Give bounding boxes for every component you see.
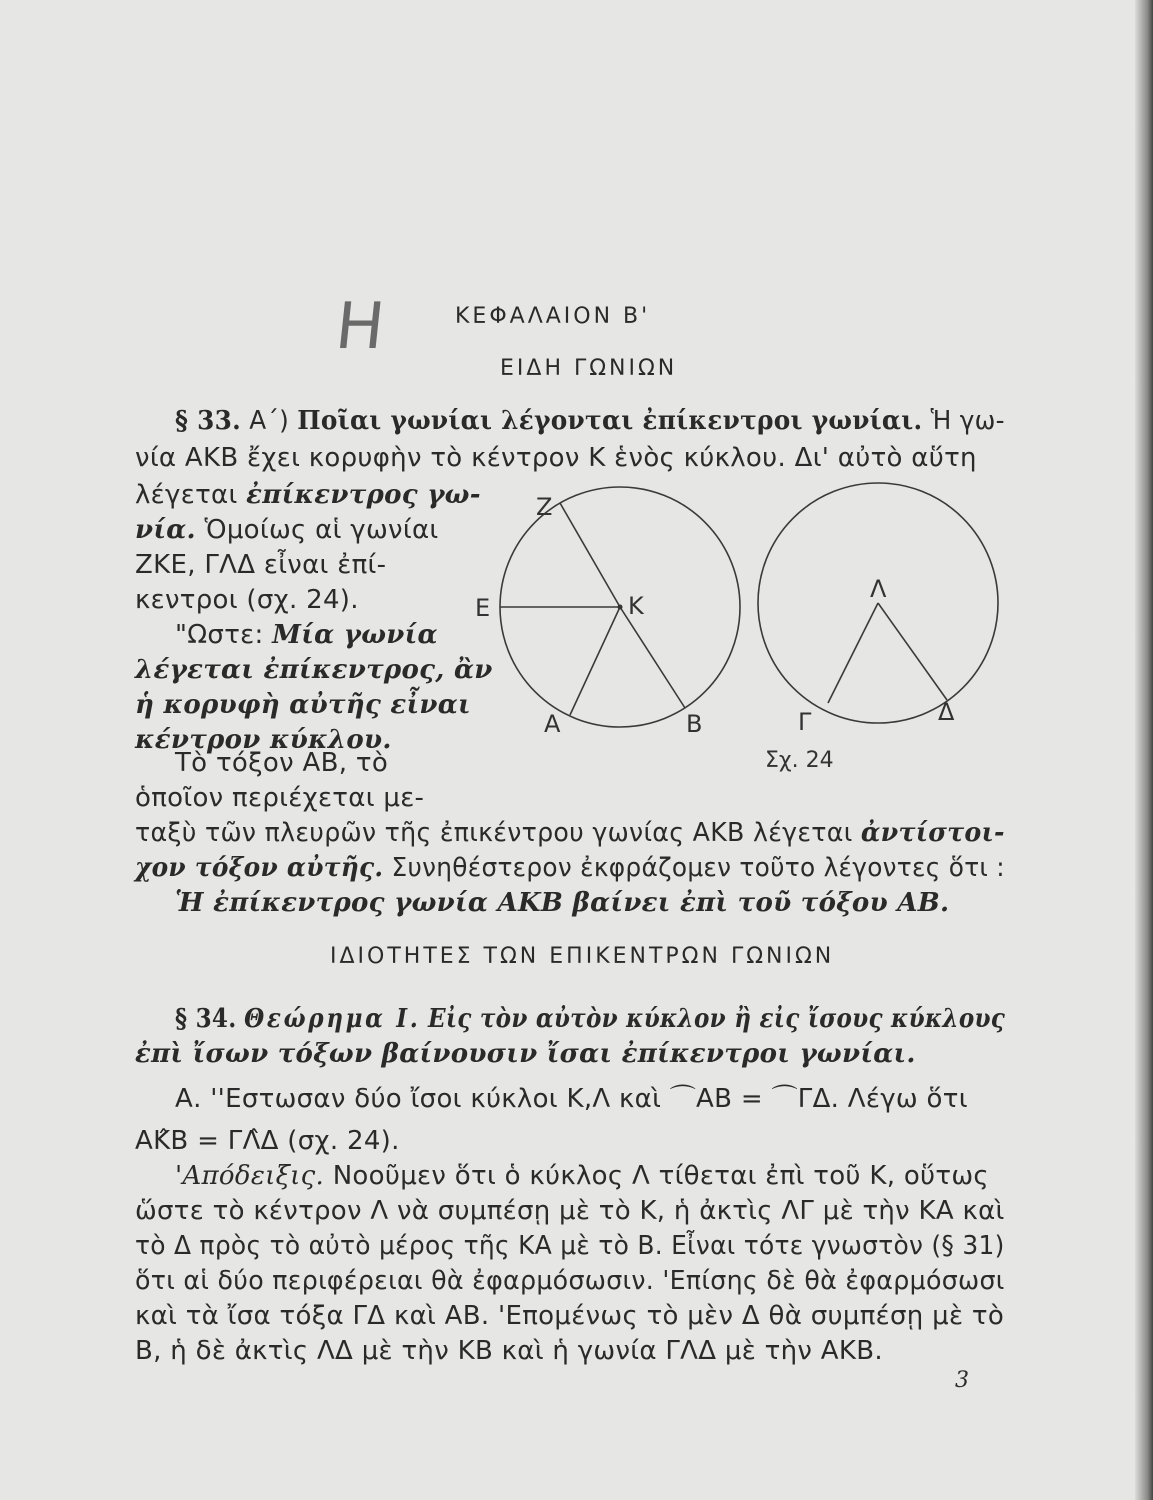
sec34-p6: ὅτι αἱ δύο περιφέρειαι θὰ ἐφαρμόσωσιν. 'Επίσης δὲ θὰ ἐφαρμόσωσι: [135, 1266, 1005, 1296]
sec33-line9: ἡ κορυφὴ αὐτῆς εἶναι: [135, 690, 471, 720]
sec34-p3-line: [175, 1159, 989, 1193]
sec33-conclusion: Ἡ ἐπίκεντρος γωνία ΑΚΒ βαίνει ἐπὶ τοῦ τόξου ΑΒ.: [175, 888, 950, 918]
handwritten-mark: H: [332, 290, 389, 364]
label-lambda: Λ: [870, 575, 887, 603]
figure-caption: Σχ. 24: [765, 748, 834, 773]
sec33-line14: [135, 851, 1005, 885]
sec34-p5: τὸ Δ πρὸς τὸ αὐτὸ μέρος τῆς ΚΑ μὲ τὸ Β. Εἶναι τότε γνωστὸν (§ 31): [135, 1231, 1005, 1261]
label-gamma: Γ: [798, 708, 812, 736]
radius-kb: [620, 607, 685, 708]
sec33-heading: Ποῖαι γωνίαι λέγονται ἐπίκεντροι γωνίαι.: [297, 406, 923, 436]
sec33-heading-line: [175, 404, 1005, 438]
sec33-line6: κεντροι (σχ. 24).: [135, 585, 359, 615]
theorem-statement-2: ἐπὶ ἴσων τόξων βαίνουσιν ἴσαι ἐπίκεντροι γωνίαι.: [135, 1039, 916, 1069]
sec33-line5: ΖΚΕ, ΓΛΔ εἶναι ἐπί-: [135, 550, 387, 580]
radius-lg: [828, 603, 878, 703]
definition: Μία γωνία: [272, 620, 438, 650]
sec34-p8: Β, ἡ δὲ ἀκτὶς ΛΔ μὲ τὴν ΚΒ καὶ ἡ γωνία ΓΛΔ μὲ τὴν ΑΚΒ.: [135, 1336, 883, 1366]
text: "Ωστε:: [175, 620, 264, 650]
text: Νοοῦμεν ὅτι ὁ κύκλος Λ τίθεται ἐπὶ τοῦ Κ, οὕτως: [332, 1161, 989, 1191]
section-title-properties: ΙΔΙΟΤΗΤΕΣ ΤΩΝ ΕΠΙΚΕΝΤΡΩΝ ΓΩΝΙΩΝ: [330, 944, 835, 969]
text: Ὁμοίως αἱ γωνίαι: [204, 515, 439, 545]
sec33-line10: κέντρον κύκλου.: [135, 725, 392, 755]
sec34-line1: [175, 1002, 1005, 1036]
term-epikentros: ἐπίκεντρος γω-: [246, 480, 481, 510]
radius-kz: [560, 503, 620, 607]
radius-ld: [878, 603, 947, 700]
label-e: E: [475, 594, 491, 622]
sec34-p2: ΑΚ̂Β = ΓΛ̂Δ (σχ. 24).: [135, 1126, 400, 1156]
proof-label: 'Απόδειξις.: [175, 1161, 325, 1191]
theorem-label: Θεώρημα Ι.: [244, 1004, 421, 1034]
sec33-label: Α΄): [249, 406, 290, 436]
center-k: [618, 605, 623, 610]
theorem-statement-1: Εἰς τὸν αὐτὸν κύκλον ἢ εἰς ἴσους κύκλους: [428, 1004, 1006, 1034]
text: ταξὺ τῶν πλευρῶν τῆς ἐπικέντρου γωνίας ΑΚΒ λέγεται: [135, 818, 853, 848]
page-number: 3: [955, 1368, 970, 1393]
sec33-line4: [135, 513, 438, 547]
label-b: B: [686, 710, 703, 738]
sec33-line7: [175, 618, 438, 652]
sec34-p4: ὥστε τὸ κέντρον Λ νὰ συμπέσῃ μὲ τὸ Κ, ἡ ἀκτὶς ΛΓ μὲ τὴν ΚΑ καὶ: [135, 1196, 1005, 1226]
text: λέγεται: [135, 480, 238, 510]
term-gonia: νία.: [135, 515, 196, 545]
label-k: K: [628, 592, 644, 620]
page-edge-shadow: [1135, 0, 1153, 1500]
sec34-p7: καὶ τὰ ἴσα τόξα ΓΔ καὶ ΑΒ. 'Επομένως τὸ μὲν Δ θὰ συμπέσῃ μὲ τὸ: [135, 1301, 1005, 1331]
radius-ka: [570, 607, 620, 715]
sec34-p1: Α. ''Εστωσαν δύο ἴσοι κύκλοι Κ,Λ καὶ ⌒ΑΒ = ⌒ΓΔ. Λέγω ὅτι: [175, 1084, 968, 1114]
sec33-line8: λέγεται ἐπίκεντρος, ἂν: [135, 655, 493, 685]
sec33-line12: ὁποῖον περιέχεται με-: [135, 783, 425, 813]
sec33-line3: [135, 478, 481, 512]
figure-24: [460, 475, 1020, 775]
text: Συνηθέστερον ἐκφράζομεν τοῦτο λέγοντες ὅτι :: [391, 853, 1005, 883]
label-delta: Δ: [938, 698, 955, 726]
sec34-number: § 34.: [175, 1004, 237, 1034]
sec33-line13: [135, 816, 1005, 850]
sec33-line2: νία ΑΚΒ ἔχει κορυφὴν τὸ κέντρον Κ ἑνὸς κύκλου. Δι' αὐτὸ αὕτη: [135, 443, 977, 473]
chapter-subtitle: ΕΙΔΗ ΓΩΝΙΩΝ: [500, 356, 678, 381]
term-antistoichon: ἀντίστοι-: [860, 818, 1005, 848]
sec33-number: § 33.: [175, 406, 242, 436]
sec33-line1-rest: Ἡ γω-: [930, 406, 1005, 436]
label-a: A: [544, 710, 561, 738]
label-z: Z: [536, 493, 553, 521]
term-tokson: χον τόξον αὐτῆς.: [135, 853, 384, 883]
sec33-line11: Τὸ τόξον ΑΒ, τὸ: [175, 748, 389, 778]
chapter-title: ΚΕΦΑΛΑΙΟΝ Β': [455, 304, 651, 329]
